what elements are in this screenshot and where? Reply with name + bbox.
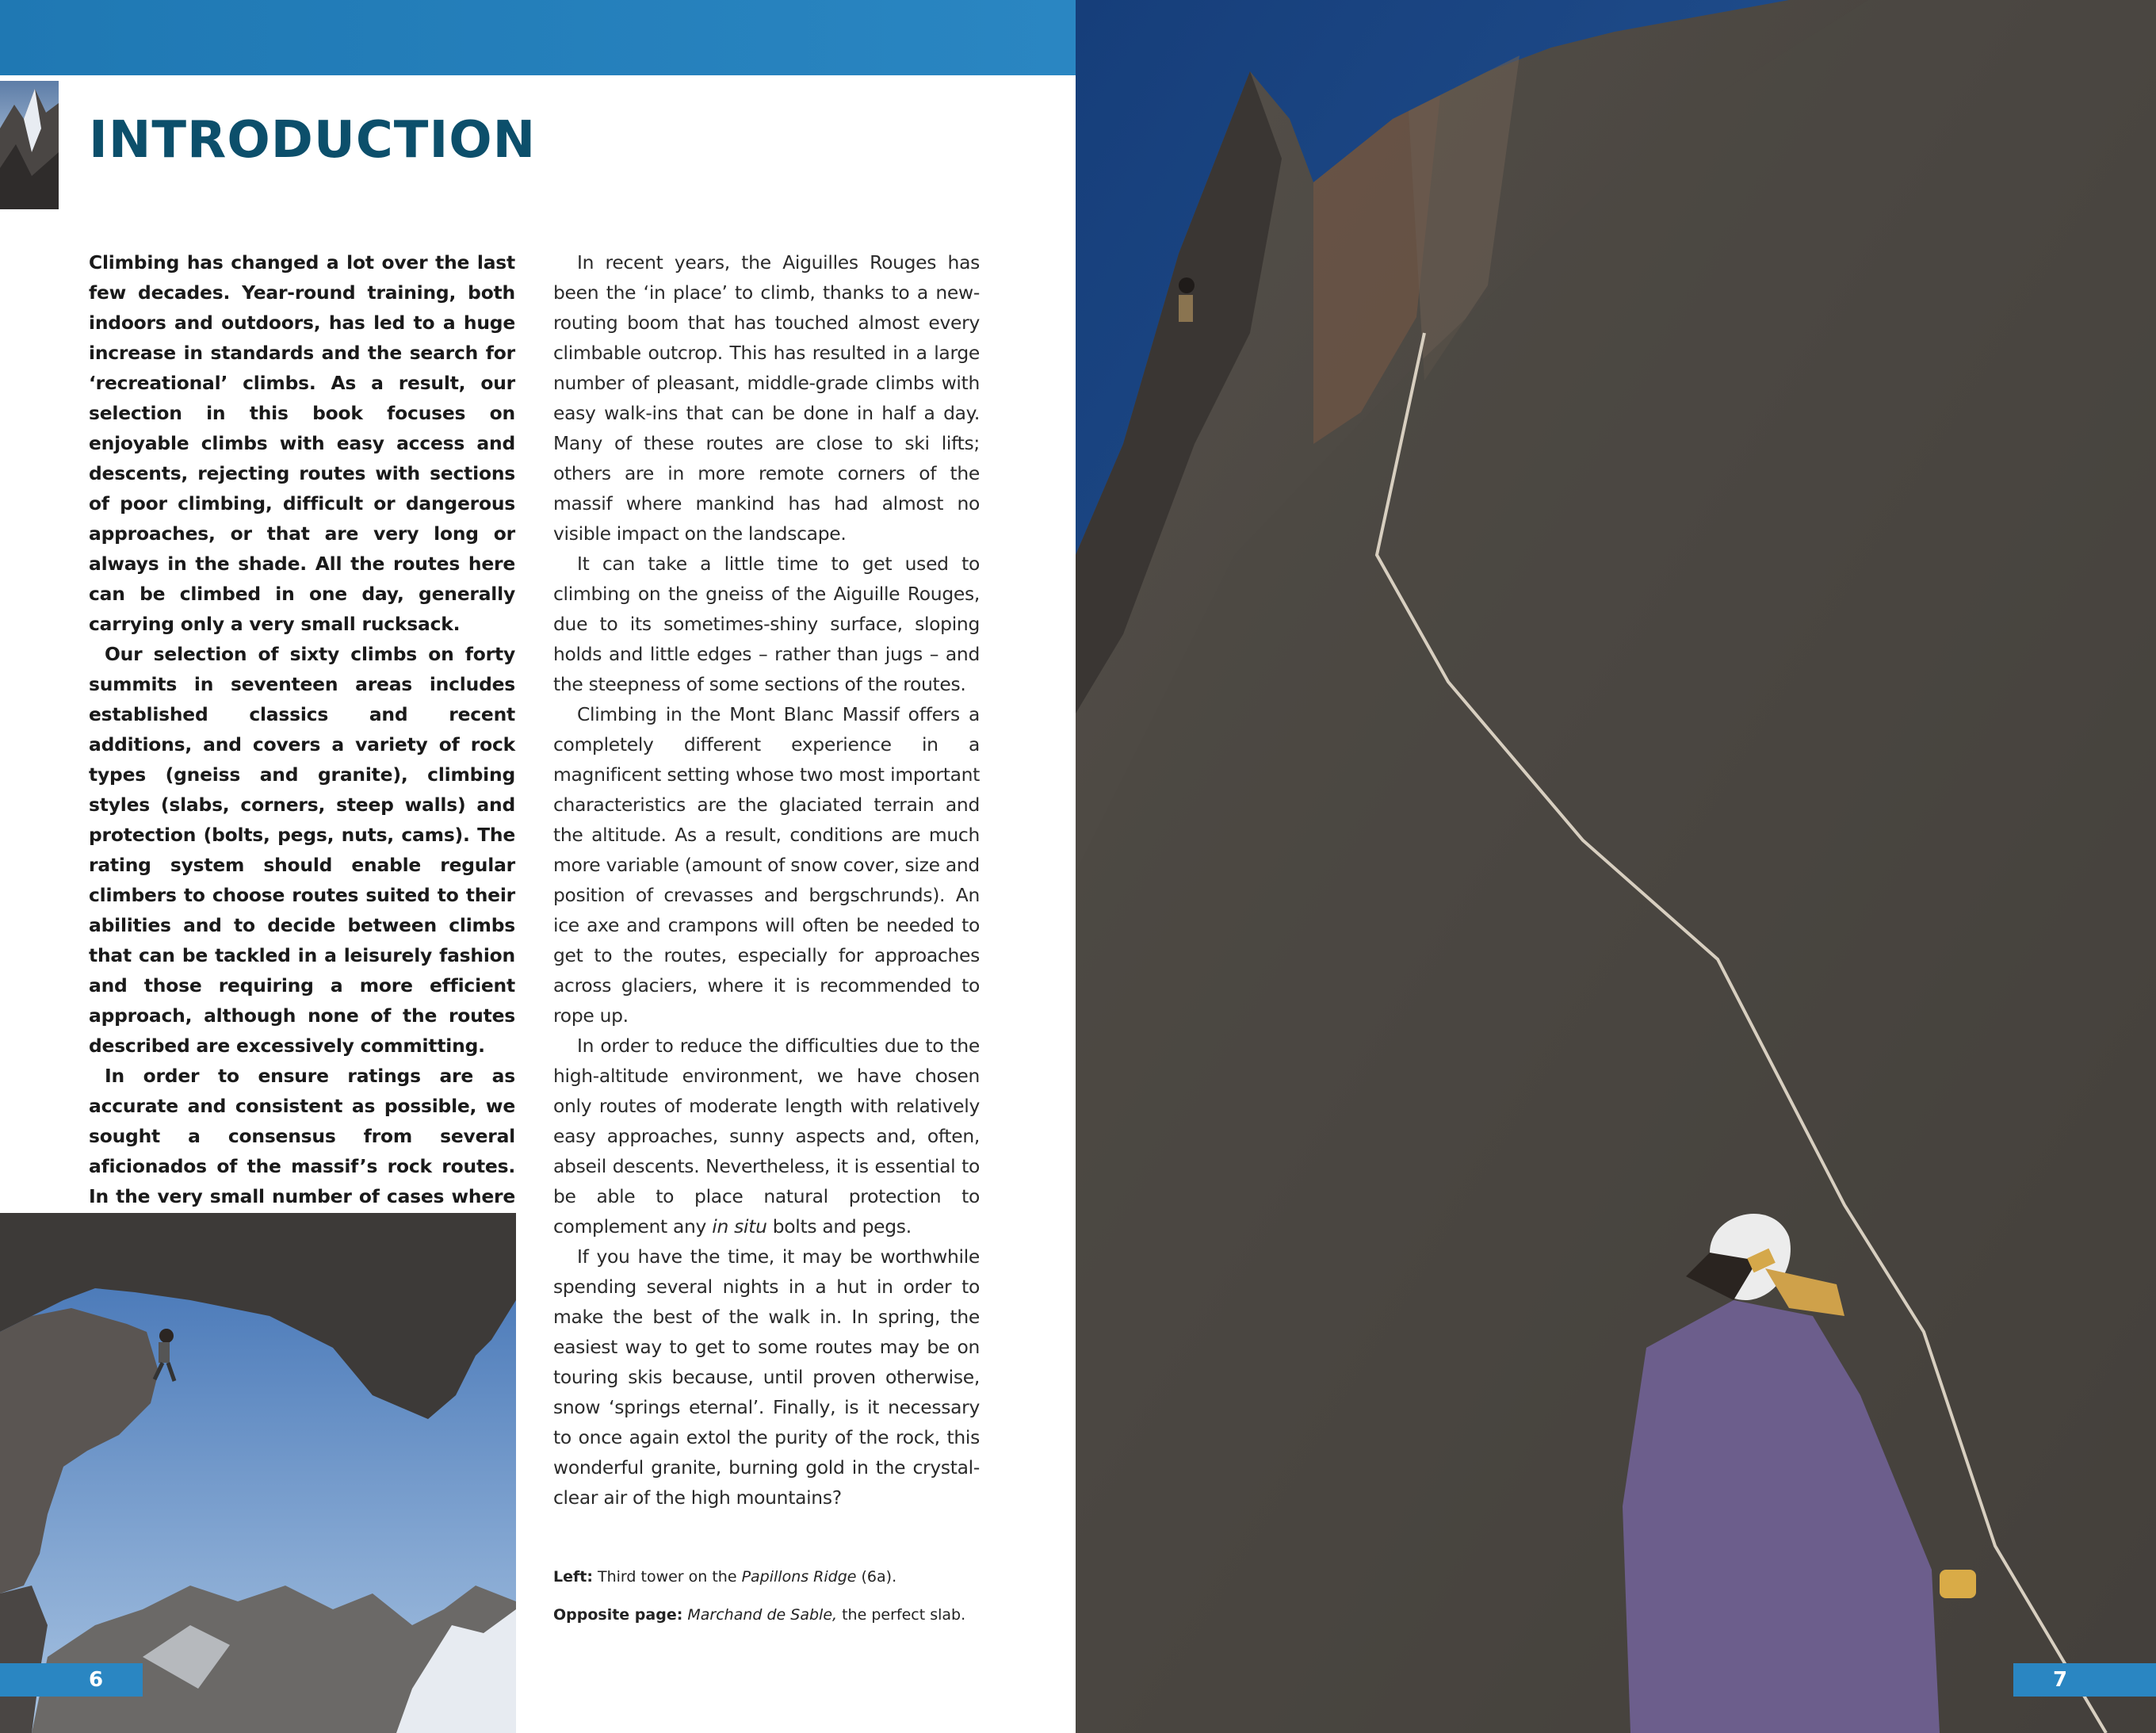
italic-term: in situ bbox=[712, 1215, 767, 1238]
photo-marchand-de-sable bbox=[1076, 0, 2156, 1733]
chapter-thumbnail-image bbox=[0, 81, 59, 209]
caption-label: Left: bbox=[553, 1568, 593, 1586]
caption-left-photo bbox=[553, 1568, 997, 1586]
body-paragraph: Climbing in the Mont Blanc Massif offers a completely different experience in a magnificent setting whose two most important characteristics are the glaciated terrain and the altitude. As a result, conditions are much more variable (amount of snow cover, size and position of crevasses and bergschrunds). An ice axe and crampons will often be needed to get to the routes, especially for approaches across glaciers, where it is recommended to rope up. bbox=[553, 703, 980, 1027]
page-title: INTRODUCTION bbox=[89, 111, 537, 170]
body-paragraph bbox=[553, 1031, 980, 1241]
intro-paragraph: Climbing has changed a lot over the last few decades. Year-round training, both indoors and outdoors, has led to a huge increase in standards and the search for ‘recreational’ climbs. As a result, our selection in this book focuses on enjoyable climbs with easy access and descents, rejecting routes with sections of poor climbing, difficult or dangerous approaches, or that are very long or always in the shade. All the routes here can be climbed in one day, generally carrying only a very small rucksack. bbox=[89, 251, 515, 635]
body-text: bolts and pegs. bbox=[766, 1215, 912, 1238]
caption-label: Opposite page: bbox=[553, 1606, 683, 1624]
photo-papillons-ridge bbox=[0, 1213, 516, 1733]
page-number-left: 6 bbox=[0, 1663, 143, 1697]
caption-route-name: Marchand de Sable, bbox=[687, 1606, 838, 1624]
body-paragraph: In recent years, the Aiguilles Rouges has been the ‘in place’ to climb, thanks to a new-routing boom that has touched almost every climbable outcrop. This has resulted in a large number of pleasant, middle-grade climbs with easy walk-ins that can be done in half a day. Many of these routes are close to ski lifts; others are in more remote corners of the massif where mankind has had almost no visible impact on the landscape. bbox=[553, 251, 980, 545]
caption-text: Third tower on the bbox=[592, 1568, 742, 1586]
leader-climber bbox=[1179, 277, 1195, 322]
caption-opposite-photo bbox=[553, 1606, 997, 1624]
caption-text: the perfect slab. bbox=[837, 1606, 966, 1624]
caption-text: (6a). bbox=[856, 1568, 897, 1586]
top-color-band bbox=[0, 0, 1076, 75]
caption-route-name: Papillons Ridge bbox=[741, 1568, 857, 1586]
body-text: In order to reduce the difficulties due to the high-altitude environment, we have chosen only routes of moderate length with relatively easy approaches, sunny aspects and, often, abseil descents. Nevertheless, it is essential to be able to place natural protection to complement any bbox=[553, 1035, 980, 1238]
body-paragraph: It can take a little time to get used to climbing on the gneiss of the Aiguille Rouges, due to its sometimes-shiny surface, sloping holds and little edges – rather than jugs – and the steepness of some sections of the routes. bbox=[553, 553, 980, 695]
page-number-right: 7 bbox=[2013, 1663, 2156, 1697]
body-paragraph: If you have the time, it may be worthwhile spending several nights in a hut in order to make the best of the walk in. In spring, the easiest way to get to some routes may be on touring skis because, until proven otherwise, snow ‘springs eternal’. Finally, is it necessary to once again extol the purity of the rock, this wonderful granite, burning gold in the crystal-clear air of the high mountains? bbox=[553, 1245, 980, 1509]
intro-paragraph: In order to ensure ratings are as accurate and consistent as possible, we sought a consensus from several aficionados of the massif’s rock routes. In the very small number of cases where bbox=[89, 1065, 515, 1207]
intro-paragraph: Our selection of sixty climbs on forty summits in seventeen areas includes established classics and recent additions, and covers a variety of rock types (gneiss and granite), climbing styles (slabs, corners, steep walls) and protection (bolts, pegs, nuts, cams). The rating system should enable regular climbers to choose routes suited to their abilities and to decide between climbs that can be tackled in a leisurely fashion and those requiring a more efficient approach, although none of the routes described are excessively committing. bbox=[89, 643, 515, 1057]
intro-column-right bbox=[553, 247, 980, 1513]
